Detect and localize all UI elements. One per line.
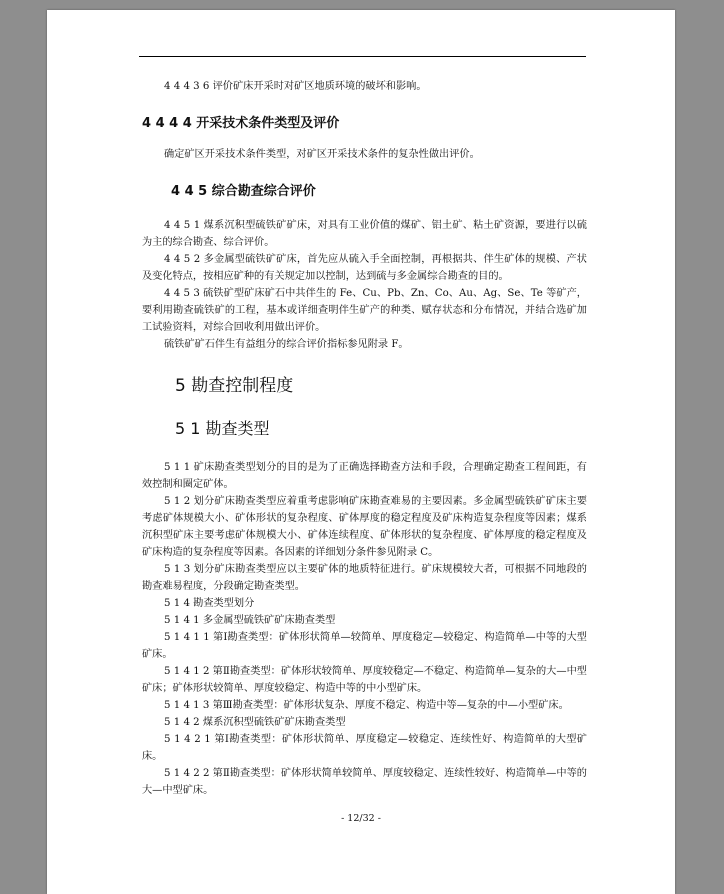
paragraph-51422: 5 1 4 2 2 第Ⅱ勘查类型：矿体形状简单较简单、厚度较稳定、连续性较好、构造简单—中等的大—中型矿床。 [142,768,587,796]
heading-4444: 4 4 4 4 开采技术条件类型及评价 [142,116,340,131]
document-body [142,78,587,799]
page-number: - 12/32 - [341,813,381,824]
heading-5: 5 勘查控制程度 [175,376,294,396]
paragraph-appendix-f: 硫铁矿矿石伴生有益组分的综合评价指标参见附录 F。 [164,339,409,350]
paragraph-511: 5 1 1 矿床勘查类型划分的目的是为了正确选择勘查方法和手段，合理确定勘查工程间距，有效控制和圈定矿体。 [142,462,587,490]
paragraph-51412: 5 1 4 1 2 第Ⅱ勘查类型：矿体形状较简单、厚度较稳定—不稳定、构造简单—复杂的大—中型矿床；矿体形状较简单、厚度较稳定、构造中等的中小型矿床。 [142,666,587,694]
paragraph-4444: 确定矿区开采技术条件类型，对矿区开采技术条件的复杂性做出评价。 [164,149,480,160]
heading-445: 4 4 5 综合勘查综合评价 [171,184,316,199]
paragraph-5142: 5 1 4 2 煤系沉积型硫铁矿矿床勘查类型 [164,717,346,728]
heading-51: 5 1 勘查类型 [175,419,270,438]
paragraph-51421: 5 1 4 2 1 第Ⅰ勘查类型：矿体形状简单、厚度稳定—较稳定、连续性好、构造简单的大型矿床。 [142,734,587,762]
paragraph-4453: 4 4 5 3 硫铁矿型矿床矿石中共伴生的 Fe、Cu、Pb、Zn、Co、Au、Ag、Se、Te 等矿产，要利用勘查硫铁矿的工程，基本或详细查明伴生矿产的种类、赋存状态和分布情况，并结合选矿加工试验资料，对综合回收利用做出评价。 [142,288,587,333]
paragraph-514: 5 1 4 勘查类型划分 [164,598,255,609]
header-rule [139,56,586,57]
paragraph-4451: 4 4 5 1 煤系沉积型硫铁矿矿床，对具有工业价值的煤矿、铝土矿、粘土矿资源，要进行以硫为主的综合勘查、综合评价。 [142,220,587,248]
paragraph-44436: 4 4 4 3 6 评价矿床开采时对矿区地质环境的破坏和影响。 [164,81,427,92]
paragraph-51411: 5 1 4 1 1 第Ⅰ勘查类型：矿体形状简单—较简单、厚度稳定—较稳定、构造简单—中等的大型矿床。 [142,632,587,660]
document-page [47,10,675,894]
paragraph-513: 5 1 3 划分矿床勘查类型应以主要矿体的地质特征进行。矿床规模较大者，可根据不同地段的勘查难易程度，分段确定勘查类型。 [142,564,587,592]
paragraph-512: 5 1 2 划分矿床勘查类型应着重考虑影响矿床勘查难易的主要因素。多金属型硫铁矿矿床主要考虑矿体规模大小、矿体形状的复杂程度、矿体厚度的稳定程度及矿床构造复杂程度等因素；煤系沉积型矿床主要考虑矿体规模大小、矿体连续程度、矿体形状的复杂程度、矿体厚度的稳定程度及矿床构造的复杂程度等因素。各因素的详细划分条件参见附录 C。 [142,496,587,558]
paragraph-51413: 5 1 4 1 3 第Ⅲ勘查类型：矿体形状复杂、厚度不稳定、构造中等—复杂的中—小型矿床。 [164,700,569,711]
paragraph-4452: 4 4 5 2 多金属型硫铁矿矿床，首先应从硫入手全面控制，再根据共、伴生矿体的规模、产状及变化特点，按相应矿种的有关规定加以控制，达到硫与多金属综合勘查的目的。 [142,254,587,282]
paragraph-5141: 5 1 4 1 多金属型硫铁矿矿床勘查类型 [164,615,336,626]
